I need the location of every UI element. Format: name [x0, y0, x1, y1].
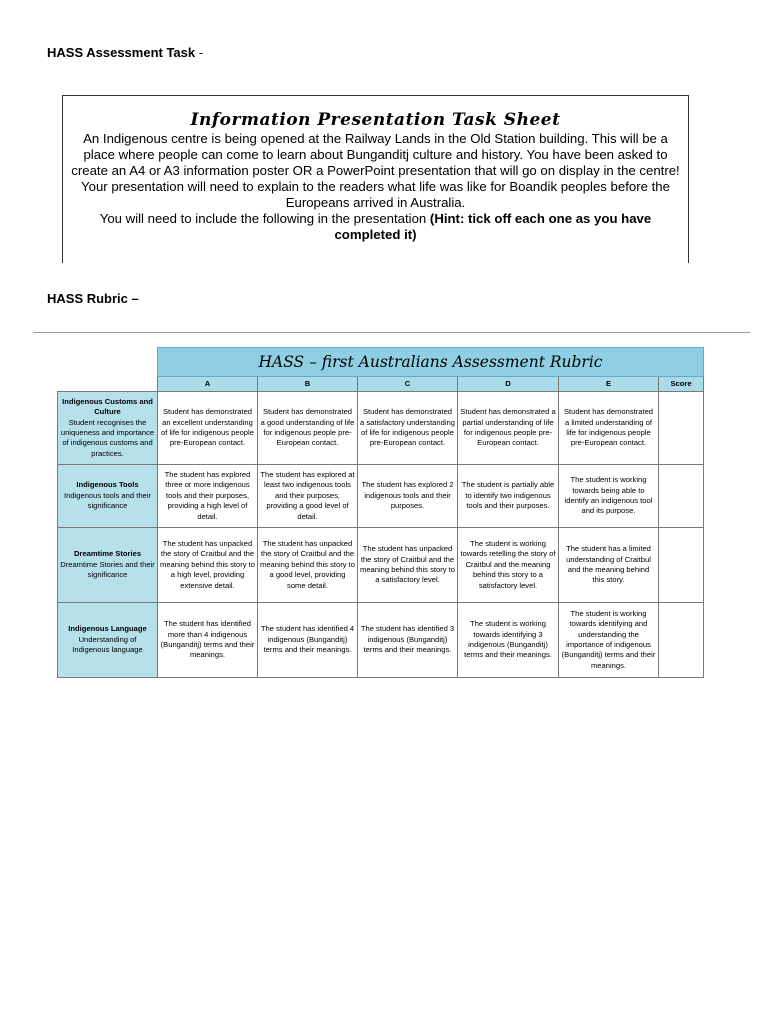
rubric-cell: The student has identified more than 4 indigenous (Bunganditj) terms and their meanings.	[158, 603, 258, 678]
criterion-description: Indigenous tools and their significance	[64, 490, 151, 511]
criterion-cell	[58, 392, 158, 465]
criterion-name: Dreamtime Stories	[73, 549, 142, 559]
rubric-corner-blank	[58, 348, 158, 377]
column-header-c: C	[358, 377, 458, 392]
rubric-header-row	[58, 377, 704, 392]
rubric-cell: The student is working towards identifying and understanding the importance of indigenous (Bunganditj) terms and their meanings.	[559, 603, 659, 678]
score-cell[interactable]	[659, 465, 704, 528]
rubric-cell: Student has demonstrated a partial understanding of life for indigenous people pre-European contact.	[458, 392, 559, 465]
column-header-a: A	[158, 377, 258, 392]
rubric-cell: The student has explored at least two indigenous tools and their purposes, providing a good level of detail.	[258, 465, 358, 528]
task-sheet-instruction: You will need to include the following in the presentation	[99, 211, 427, 226]
task-sheet-paragraph	[69, 211, 682, 243]
score-cell[interactable]	[659, 392, 704, 465]
rubric-cell: The student has identified 4 indigenous (Bunganditj) terms and their meanings.	[258, 603, 358, 678]
criterion-cell	[58, 528, 158, 603]
column-header-d: D	[458, 377, 559, 392]
task-sheet-paragraph: An Indigenous centre is being opened at the Railway Lands in the Old Station building. This will be a place where people can come to learn about Bunganditj culture and history. You have been asked to create an A4 or A3 information poster OR a PowerPoint presentation that will go on display in the centre!	[71, 131, 680, 178]
task-sheet-paragraph: Your presentation will need to explain to the readers what life was like for Boandik peoples before the Europeans arrived in Australia.	[81, 179, 670, 210]
criterion-description: Dreamtime Stories and their significance	[60, 559, 155, 580]
column-header-score: Score	[659, 377, 704, 392]
rubric-cell: The student has a limited understanding of Craitbul and the meaning behind this story.	[559, 528, 659, 603]
criterion-name: Indigenous Tools	[76, 480, 139, 490]
column-header-e: E	[559, 377, 659, 392]
assessment-task-heading-suffix: -	[195, 45, 204, 60]
score-cell[interactable]	[659, 603, 704, 678]
rubric-corner-blank	[58, 377, 158, 392]
criterion-cell	[58, 603, 158, 678]
score-cell[interactable]	[659, 528, 704, 603]
rubric-cell: The student is partially able to identify two indigenous tools and their purposes.	[458, 465, 559, 528]
task-sheet-hint: (Hint: tick off each one as you have completed it)	[334, 211, 652, 242]
rubric-cell: The student has explored three or more indigenous tools and their purposes, providing a high level of detail.	[158, 465, 258, 528]
rubric-row-language	[58, 603, 704, 678]
rubric-row-customs-culture	[58, 392, 704, 465]
criterion-cell	[58, 465, 158, 528]
rubric-cell: Student has demonstrated a limited understanding of life for indigenous people pre-European contact.	[559, 392, 659, 465]
assessment-rubric-table	[57, 347, 704, 678]
task-sheet-body	[63, 131, 688, 243]
task-sheet-title: Information Presentation Task Sheet	[190, 110, 561, 130]
rubric-title: HASS – first Australians Assessment Rubric	[158, 348, 704, 377]
rubric-row-tools	[58, 465, 704, 528]
rubric-cell: Student has demonstrated a satisfactory understanding of life for indigenous people pre-European contact.	[358, 392, 458, 465]
criterion-name: Indigenous Language	[68, 624, 147, 634]
criterion-name: Indigenous Customs and Culture	[62, 396, 153, 417]
column-header-b: B	[258, 377, 358, 392]
rubric-cell: Student has demonstrated a good understanding of life for indigenous people pre-European contact.	[258, 392, 358, 465]
assessment-task-heading-text: HASS Assessment Task	[47, 45, 196, 60]
rubric-row-dreamtime	[58, 528, 704, 603]
rubric-cell: The student has identified 3 indigenous (Bunganditj) terms and their meanings.	[358, 603, 458, 678]
rubric-cell: The student has explored 2 indigenous tools and their purposes.	[358, 465, 458, 528]
rubric-cell: The student is working towards retelling the story of Craitbul and the meaning behind this story to a satisfactory level.	[458, 528, 559, 603]
rubric-cell: Student has demonstrated an excellent understanding of life for indigenous people pre-European contact.	[158, 392, 258, 465]
rubric-cell: The student is working towards being able to identify an indigenous tool and its purpose.	[559, 465, 659, 528]
rubric-cell: The student has unpacked the story of Craitbul and the meaning behind this story to a satisfactory level.	[358, 528, 458, 603]
criterion-description: Student recognises the uniqueness and importance of indigenous customs and practices.	[60, 417, 155, 458]
section-divider	[33, 332, 750, 333]
task-sheet-box	[62, 95, 689, 263]
criterion-description: Understanding of Indigenous language	[72, 634, 143, 655]
rubric-cell: The student has unpacked the story of Craitbul and the meaning behind this story to a good level, providing some detail.	[258, 528, 358, 603]
rubric-heading: HASS Rubric –	[47, 291, 139, 306]
rubric-cell: The student is working towards identifying 3 indigenous (Bunganditj) terms and their meanings.	[458, 603, 559, 678]
rubric-title-row	[58, 348, 704, 377]
assessment-task-heading	[47, 45, 203, 60]
rubric-cell: The student has unpacked the story of Craitbul and the meaning behind this story to a high level, providing extensive detail.	[158, 528, 258, 603]
